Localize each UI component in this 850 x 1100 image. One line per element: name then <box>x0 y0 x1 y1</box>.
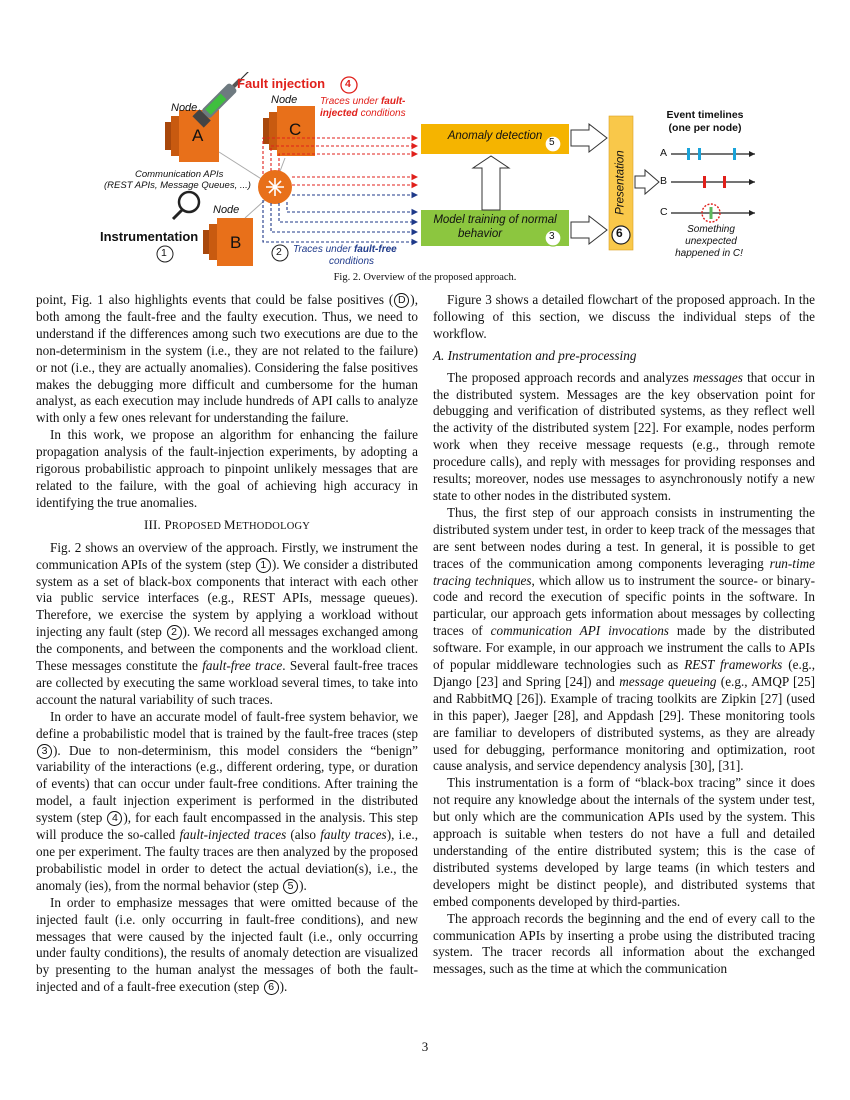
fault-free-step: 2 <box>276 246 282 258</box>
instrumentation-label: Instrumentation <box>100 229 199 244</box>
timeline-c-event <box>710 207 713 219</box>
timeline-a <box>671 148 755 160</box>
node-c-caption: Node <box>271 94 298 106</box>
timeline-a-event <box>733 148 736 160</box>
text-run: point, Fig. 1 also highlights events that could be false positives ( <box>36 292 394 307</box>
text-run: ), i.e., one per experiment. The faulty traces are then analyzed by the proposed probabilistic model in order to detect the actual deviation(s), i.e., the anomaly (ies), from the normal behavior (step <box>36 827 418 893</box>
node-a-caption: Node <box>171 102 198 114</box>
fault-free-arrows <box>263 195 417 242</box>
model-training-line1: Model training of normal <box>433 214 557 226</box>
text-run: , which allow us to instrument the source- or binary-code and record the execution of specific points in the software. In particular, our approach gets information about messages by collecting traces of <box>433 572 815 639</box>
emphasis: faulty traces <box>320 827 387 843</box>
fault-injection-label: Fault injection <box>237 76 326 91</box>
figure-caption: Fig. 2. Overview of the proposed approach. <box>333 272 517 283</box>
right-paragraph-2 <box>433 370 815 505</box>
traces-fault-injected-line2-bold: injected <box>320 108 358 119</box>
subsection-heading: A. Instrumentation and pre-processing <box>433 347 637 363</box>
emphasis: fault-free trace <box>202 658 283 674</box>
traces-fault-injected-line2-rest: conditions <box>357 108 406 119</box>
text-run: (e.g., AMQP [25] and RabbitMQ [26]). Example of tracing toolkits are Zipkin [27] (used in this paper), Jaeger [28], and Appdash [29]. These monitoring tools are familiar to developers of distributed systems, as they are already used for debugging, performance monitoring and optimization, root cause analysis, and service dependency analysis [30], [31]. <box>433 673 815 774</box>
timeline-c <box>671 204 755 222</box>
section-title-part: M <box>223 516 236 532</box>
left-paragraph-4 <box>36 709 418 895</box>
right-column <box>433 292 815 978</box>
magnifier-icon <box>173 192 199 219</box>
figure-overview <box>95 72 760 270</box>
timeline-label-a: A <box>660 147 668 159</box>
text-run: In order to have an accurate model of fault-free system behavior, we define a probabilistic model that is trained by the fault-free traces (step <box>36 708 418 741</box>
timeline-a-event <box>687 148 690 160</box>
instrumentation-step: 1 <box>161 247 167 259</box>
left-column <box>36 292 418 996</box>
emphasis: messages <box>693 369 743 385</box>
something-line2: unexpected <box>685 236 737 247</box>
left-paragraph-2: In this work, we propose an algorithm for enhancing the failure propagation analysis of the fault-injection experiments, by adopting a rigorous probabilistic approach to pinpoint unlikely messages that are related to the failure, with the goal of achieving high accuracy in identifying the true anomalies. <box>36 427 418 510</box>
circled-step: 5 <box>283 879 298 894</box>
traces-fault-free-bold: fault-free <box>353 244 397 255</box>
communication-apis-line2: (REST APIs, Message Queues, ...) <box>104 180 251 191</box>
presentation-step: 6 <box>616 226 623 240</box>
text-run: ), both among the fault-free and the faulty execution. Thus, we need to understand if the differences among such two executions are due to the non-determinism in the system (i.e., they are not related to the failure) or not (i.e., they are actually anomalies). Considering the false positives makes the debugging more difficult and cumbersome for the human analyst, as each execution may include hundreds of API calls to analyze with only a few ones relevant for understanding the failure. <box>36 292 418 426</box>
text-run: ). Due to non-determinism, this model considers the “benign” variability of the interactions (e.g., different ordering, type, or duration of events) that can occur under fault-free conditions. After training the model, a fault injection experiment is performed in the distributed system (step <box>36 742 418 826</box>
text-run: In order to emphasize messages that were omitted because of the injected fault (i.e. only occurring in fault-free conditions), and new messages that were caused by the injected fault (i.e., only occurring under faulty conditions), the results of anomaly detection are visualized by presenting to the human analyst the messages of both the fault-injected and of a fault-free execution (step <box>36 894 418 995</box>
emphasis: fault-injected traces <box>179 827 287 843</box>
traces-fault-injected-line1 <box>320 96 405 108</box>
left-paragraph-1 <box>36 292 418 427</box>
presentation-to-timelines-arrow <box>635 170 659 194</box>
page-number: 3 <box>421 1039 429 1054</box>
left-paragraph-3 <box>36 540 418 709</box>
section-heading <box>36 517 418 536</box>
node-b-icon <box>203 218 253 266</box>
text-run: ). We record all messages exchanged among the components, and between the components and the workload client. These messages constitute the <box>36 624 418 674</box>
circled-step: 4 <box>107 811 122 826</box>
section-title-part: P <box>164 516 172 532</box>
timeline-b-event <box>703 176 706 188</box>
section-number: III. <box>143 516 165 532</box>
emphasis: message queueing <box>619 673 717 689</box>
circled-step: 1 <box>256 558 271 573</box>
traces-fault-injected-prefix: Traces under <box>320 96 381 107</box>
traces-fault-free-line2: conditions <box>329 256 375 267</box>
text-run: that occur in the distributed system. Messages are the key observation point for debugging and verification of distributed systems, as they reflect well the activity of the distributed system [22]. For example, nodes perform work when they receive message requests (e.g., through remote procedure calls), and reply with messages for providing responses and results; moreover, nodes use messages to asynchronously notify a new state to other nodes in the distributed system. <box>433 369 816 503</box>
text-run: ). <box>279 979 288 995</box>
emphasis: REST frameworks <box>684 657 783 673</box>
text-run: . Several fault-free traces are collected by executing the same workload several times, to take into account the natural variability of such traces. <box>36 658 419 707</box>
presentation-label: Presentation <box>614 150 627 215</box>
something-line3: happened in C! <box>675 248 743 259</box>
text-run: ). <box>299 877 307 893</box>
node-b-letter: B <box>230 233 242 252</box>
fault-injection-step: 4 <box>345 78 351 90</box>
traces-fault-free-line1 <box>293 244 397 256</box>
circled-step: 2 <box>167 625 182 640</box>
right-paragraph-5: The approach records the beginning and the end of every call to the communication APIs by inserting a probe using the distributed tracing system. The tracer records all information about the exchanged messages, such as the time at which the communication <box>433 910 815 977</box>
text-run: ), for each fault encompassed in the analysis. This step will produce the so-called <box>36 810 419 843</box>
event-timelines-line2: (one per node) <box>668 122 742 134</box>
right-paragraph-3 <box>433 505 815 776</box>
circled-marker-d: D <box>394 293 409 308</box>
timeline-b <box>671 176 755 188</box>
anomaly-detection-label: Anomaly detection <box>447 130 543 142</box>
model-training-line2: behavior <box>457 228 503 240</box>
model-training-step: 3 <box>549 231 555 242</box>
anomaly-detection-step: 5 <box>549 137 555 148</box>
training-to-detection-arrow <box>473 156 509 210</box>
communication-apis-line1: Communication APIs <box>135 169 224 180</box>
left-paragraph-5 <box>36 895 418 996</box>
text-run: ). We consider a distributed system as a set of black-box components that interact with each other via public service interfaces (e.g., REST APIs, message queues). Therefore, we exercise the system by applying a workload without injecting any fault (step <box>36 556 418 640</box>
text-run: Thus, the first step of our approach consists in instrumenting the distributed system under test, in order to keep track of the messages that are sent between nodes during a test. In general, it is possible to get traces of the communication among components leveraging <box>433 504 815 571</box>
node-b-caption: Node <box>213 204 240 216</box>
timeline-b-event <box>723 176 726 188</box>
timeline-label-c: C <box>660 206 668 218</box>
something-line1: Something <box>687 224 735 235</box>
emphasis: communication API invocations <box>490 623 669 639</box>
text-run: made by the distributed software. For example, in our approach we instrument the calls to APIs of popular middleware technologies such as <box>433 623 815 673</box>
section-title-part: ETHODOLOGY <box>235 520 311 532</box>
timeline-a-event <box>698 148 701 160</box>
traces-fault-injected-line2 <box>320 108 406 120</box>
traces-fault-free-prefix: Traces under <box>293 244 354 255</box>
circled-step: 6 <box>264 980 279 995</box>
emphasis: run-time tracing techniques <box>433 555 815 588</box>
circled-step: 3 <box>37 744 52 759</box>
right-paragraph-1: Figure 3 shows a detailed flowchart of the proposed approach. In the following of this section, we discuss the individual steps of the workflow. <box>433 292 815 341</box>
node-a-letter: A <box>192 126 204 145</box>
node-c-letter: C <box>289 120 302 139</box>
event-timelines-line1: Event timelines <box>666 109 744 121</box>
text-run: (also <box>286 827 321 843</box>
router-hub-icon <box>258 170 292 204</box>
detection-to-presentation-arrow <box>571 124 607 152</box>
right-paragraph-4: This instrumentation is a form of “black-box tracing” since it does not require any knowledge about the internals of the system under test, but only which are the communication APIs used by the system. This approach is suitable when testers do not have a full and detailed understanding of the entire distributed system; this is the case of distributed systems developed by large teams (in which testers and developers might be distinct people), and distributed systems that embed components developed by third-parties. <box>433 775 815 909</box>
text-run: (e.g., Django [23] and Spring [24]) and <box>433 657 816 689</box>
traces-fault-injected-bold: fault- <box>380 96 406 107</box>
text-run: Fig. 2 shows an overview of the approach. Firstly, we instrument the communication APIs of the system (step <box>36 539 418 572</box>
training-to-presentation-arrow <box>571 216 607 244</box>
section-title-part: ROPOSED <box>171 520 224 532</box>
text-run: The proposed approach records and analyzes <box>447 369 694 385</box>
timeline-label-b: B <box>660 175 668 187</box>
